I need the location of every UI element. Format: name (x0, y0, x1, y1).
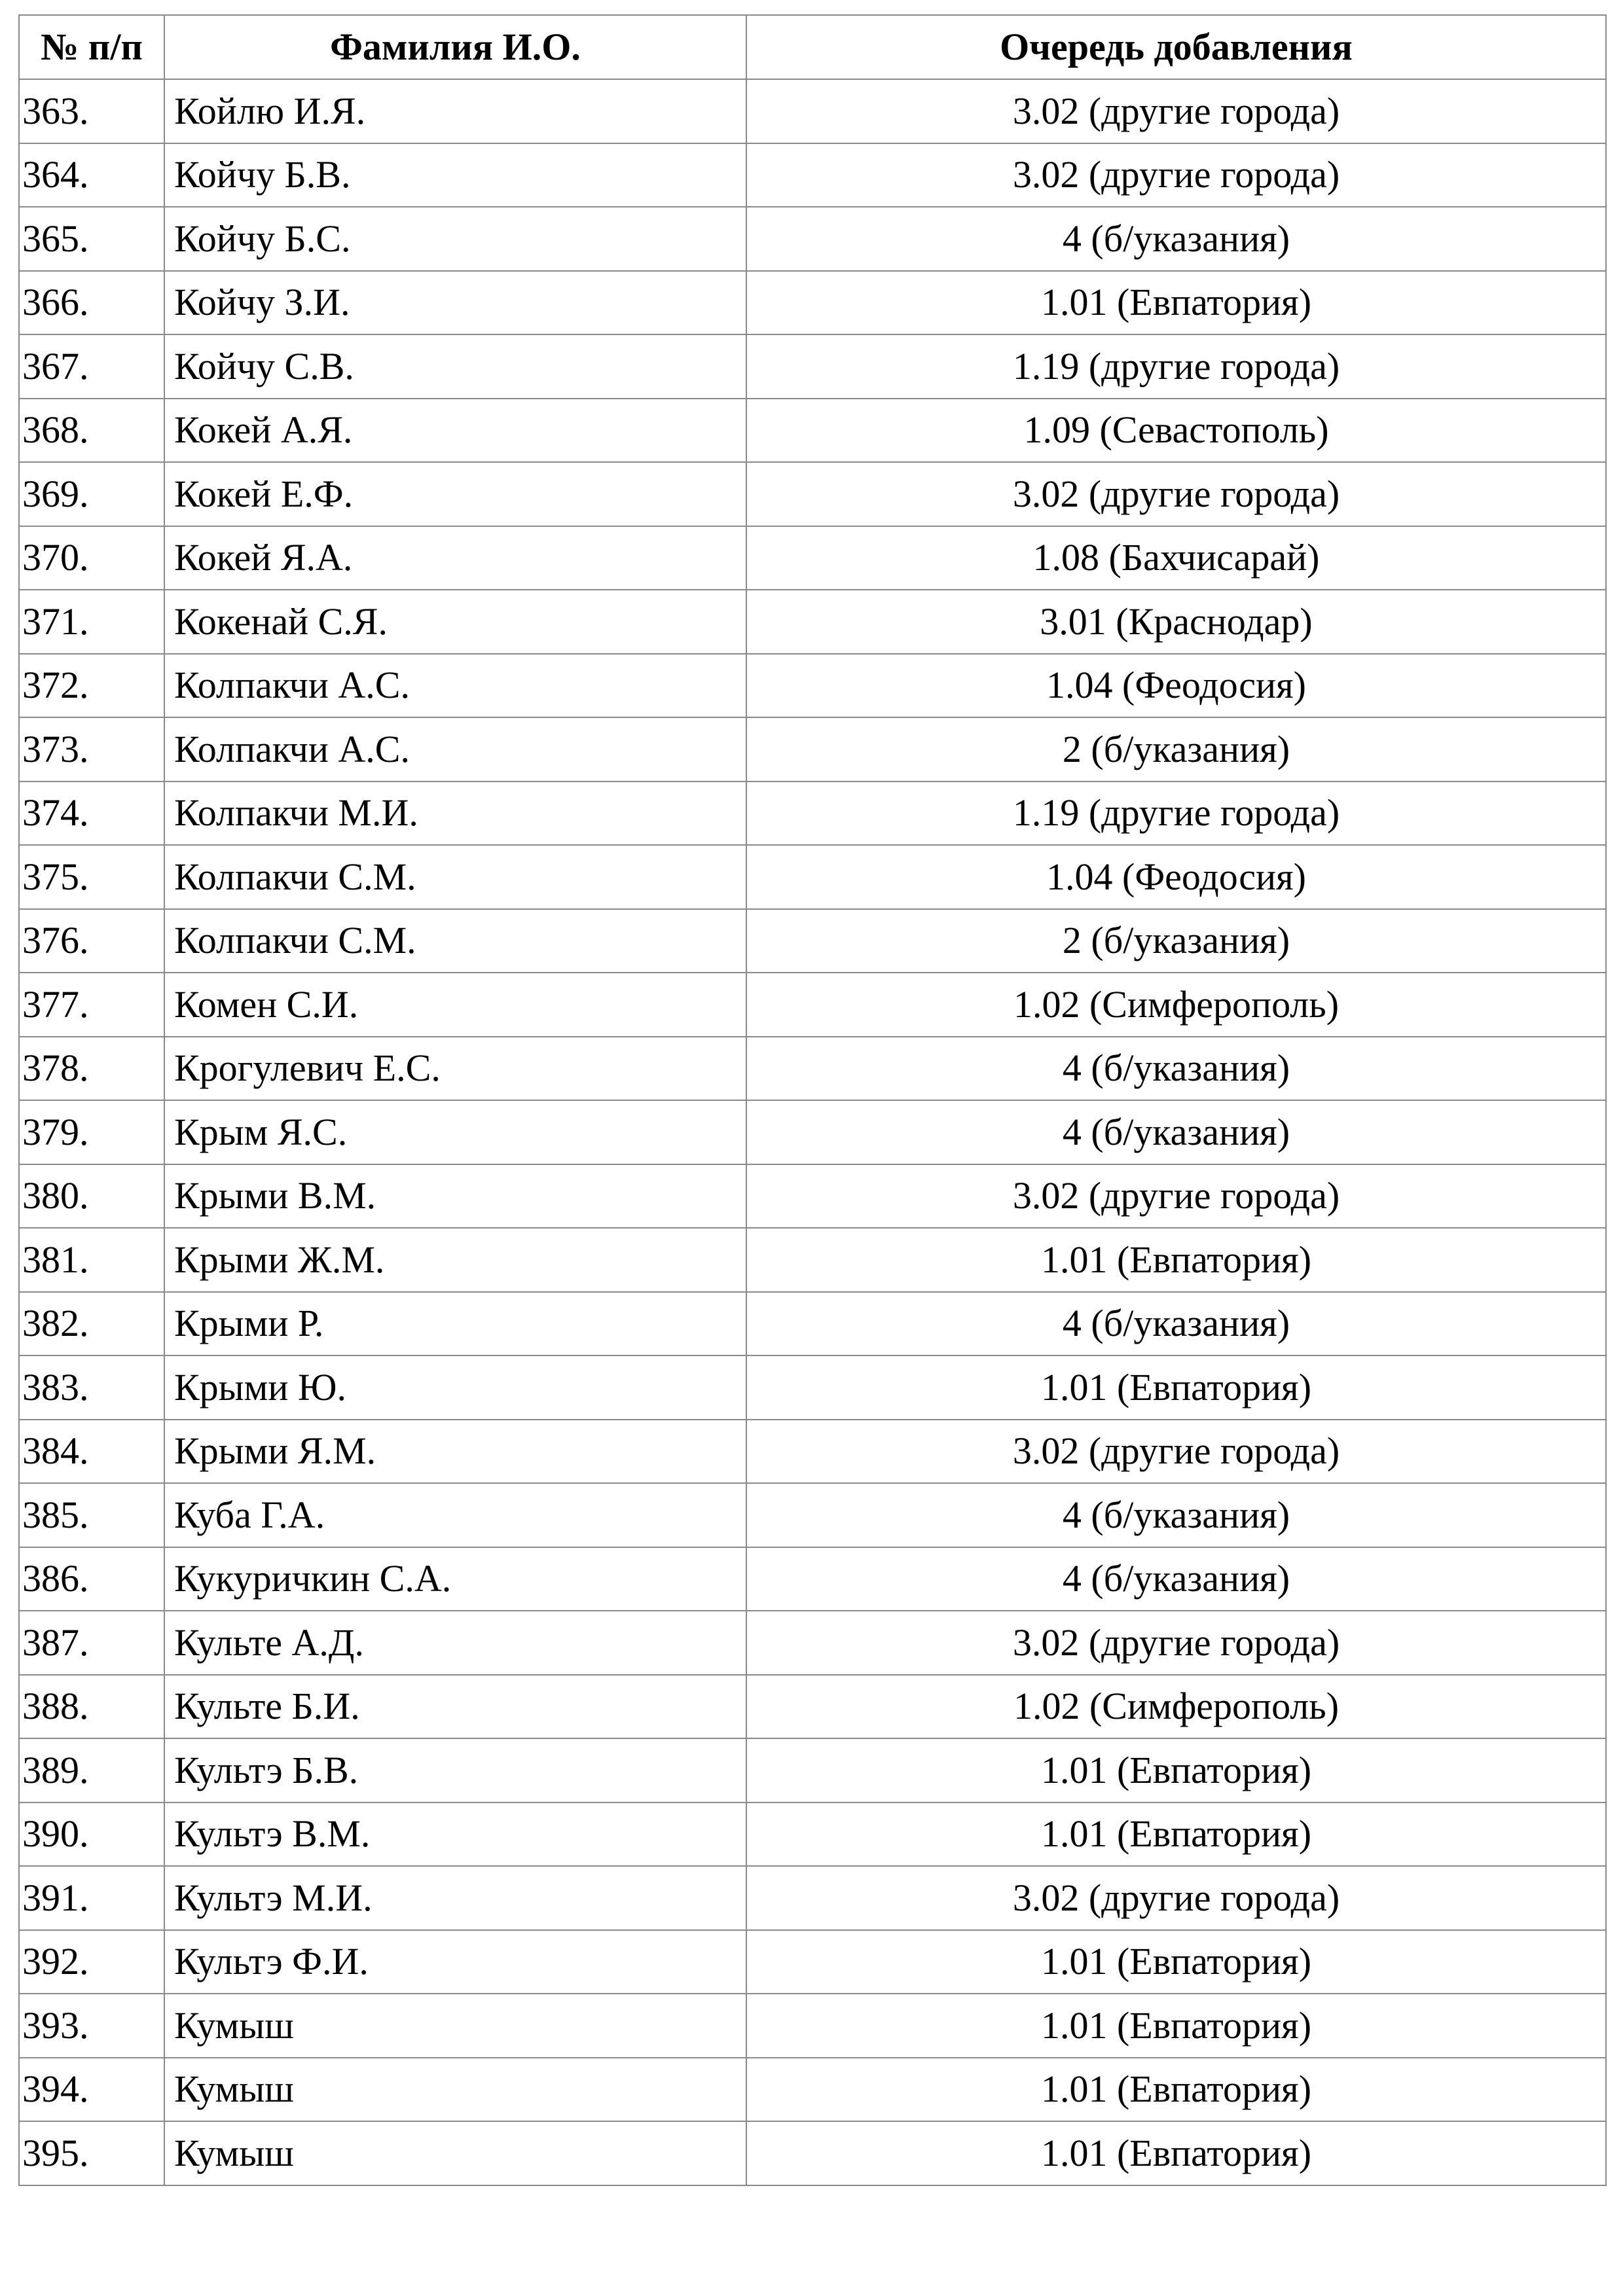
row-number-cell: 394. (19, 2058, 164, 2122)
row-queue-cell: 1.04 (Феодосия) (746, 654, 1606, 718)
row-number-cell: 395. (19, 2121, 164, 2185)
table-row (19, 590, 1606, 654)
table-row (19, 781, 1606, 846)
table-row (19, 1547, 1606, 1611)
row-number-cell: 380. (19, 1164, 164, 1229)
table-row (19, 1100, 1606, 1164)
row-number-cell: 383. (19, 1355, 164, 1420)
row-name-cell: Культэ Ф.И. (164, 1930, 746, 1994)
table-row (19, 143, 1606, 207)
row-queue-cell: 1.01 (Евпатория) (746, 271, 1606, 335)
header-name: Фамилия И.О. (164, 15, 746, 79)
table-row (19, 1930, 1606, 1994)
row-name-cell: Койчу С.В. (164, 334, 746, 399)
table-row (19, 1037, 1606, 1101)
row-number-cell: 374. (19, 781, 164, 846)
row-queue-cell: 3.02 (другие города) (746, 462, 1606, 526)
row-number-cell: 388. (19, 1675, 164, 1739)
row-queue-cell: 4 (б/указания) (746, 1483, 1606, 1547)
row-number-cell: 365. (19, 207, 164, 271)
table-row (19, 1738, 1606, 1803)
row-name-cell: Крым Я.С. (164, 1100, 746, 1164)
row-name-cell: Кукуричкин С.А. (164, 1547, 746, 1611)
table-row (19, 462, 1606, 526)
table-row (19, 2121, 1606, 2185)
table-header-row (19, 15, 1606, 79)
row-name-cell: Кумыш (164, 2058, 746, 2122)
row-queue-cell: 1.01 (Евпатория) (746, 1994, 1606, 2058)
row-queue-cell: 1.01 (Евпатория) (746, 1803, 1606, 1867)
row-number-cell: 378. (19, 1037, 164, 1101)
table-row (19, 654, 1606, 718)
row-name-cell: Кокей Я.А. (164, 526, 746, 590)
row-name-cell: Колпакчи С.М. (164, 909, 746, 973)
row-number-cell: 370. (19, 526, 164, 590)
row-queue-cell: 4 (б/указания) (746, 1100, 1606, 1164)
row-number-cell: 369. (19, 462, 164, 526)
row-name-cell: Койчу Б.В. (164, 143, 746, 207)
row-queue-cell: 3.02 (другие города) (746, 79, 1606, 143)
row-name-cell: Культе А.Д. (164, 1611, 746, 1675)
row-name-cell: Койлю И.Я. (164, 79, 746, 143)
row-queue-cell: 1.01 (Евпатория) (746, 1738, 1606, 1803)
row-queue-cell: 3.02 (другие города) (746, 1420, 1606, 1484)
row-number-cell: 373. (19, 717, 164, 781)
row-queue-cell: 1.08 (Бахчисарай) (746, 526, 1606, 590)
table-row (19, 1292, 1606, 1356)
row-queue-cell: 4 (б/указания) (746, 1292, 1606, 1356)
row-queue-cell: 4 (б/указания) (746, 1547, 1606, 1611)
table-row (19, 1420, 1606, 1484)
row-name-cell: Культэ Б.В. (164, 1738, 746, 1803)
table-row (19, 79, 1606, 143)
row-name-cell: Комен С.И. (164, 973, 746, 1037)
table-row (19, 1866, 1606, 1930)
table-row (19, 1483, 1606, 1547)
row-name-cell: Крыми В.М. (164, 1164, 746, 1229)
row-queue-cell: 1.01 (Евпатория) (746, 1930, 1606, 1994)
row-name-cell: Крогулевич Е.С. (164, 1037, 746, 1101)
row-name-cell: Койчу Б.С. (164, 207, 746, 271)
row-name-cell: Куба Г.А. (164, 1483, 746, 1547)
table-row (19, 1994, 1606, 2058)
row-queue-cell: 1.19 (другие города) (746, 334, 1606, 399)
row-number-cell: 364. (19, 143, 164, 207)
row-queue-cell: 1.02 (Симферополь) (746, 973, 1606, 1037)
row-number-cell: 367. (19, 334, 164, 399)
row-number-cell: 393. (19, 1994, 164, 2058)
row-queue-cell: 3.01 (Краснодар) (746, 590, 1606, 654)
row-number-cell: 381. (19, 1228, 164, 1292)
row-name-cell: Колпакчи А.С. (164, 717, 746, 781)
row-queue-cell: 2 (б/указания) (746, 909, 1606, 973)
table-row (19, 1803, 1606, 1867)
row-name-cell: Кумыш (164, 2121, 746, 2185)
row-name-cell: Крыми Ж.М. (164, 1228, 746, 1292)
row-queue-cell: 4 (б/указания) (746, 207, 1606, 271)
row-queue-cell: 3.02 (другие города) (746, 1164, 1606, 1229)
row-number-cell: 382. (19, 1292, 164, 1356)
row-queue-cell: 1.01 (Евпатория) (746, 1355, 1606, 1420)
header-number: № п/п (19, 15, 164, 79)
row-number-cell: 371. (19, 590, 164, 654)
table-row (19, 334, 1606, 399)
row-name-cell: Кумыш (164, 1994, 746, 2058)
row-name-cell: Кокей Е.Ф. (164, 462, 746, 526)
row-number-cell: 385. (19, 1483, 164, 1547)
row-queue-cell: 2 (б/указания) (746, 717, 1606, 781)
row-queue-cell: 1.04 (Феодосия) (746, 845, 1606, 909)
row-name-cell: Кокей А.Я. (164, 399, 746, 463)
row-name-cell: Крыми Ю. (164, 1355, 746, 1420)
table-row (19, 973, 1606, 1037)
row-name-cell: Культэ В.М. (164, 1803, 746, 1867)
row-number-cell: 377. (19, 973, 164, 1037)
row-queue-cell: 3.02 (другие города) (746, 1866, 1606, 1930)
row-number-cell: 376. (19, 909, 164, 973)
table-row (19, 207, 1606, 271)
table-row (19, 1611, 1606, 1675)
row-name-cell: Культе Б.И. (164, 1675, 746, 1739)
row-number-cell: 372. (19, 654, 164, 718)
table-row (19, 909, 1606, 973)
row-queue-cell: 1.19 (другие города) (746, 781, 1606, 846)
table-row (19, 271, 1606, 335)
row-queue-cell: 3.02 (другие города) (746, 1611, 1606, 1675)
row-number-cell: 387. (19, 1611, 164, 1675)
row-number-cell: 375. (19, 845, 164, 909)
row-number-cell: 386. (19, 1547, 164, 1611)
header-queue: Очередь добавления (746, 15, 1606, 79)
document-page (18, 14, 1605, 2186)
table-row (19, 1675, 1606, 1739)
row-number-cell: 366. (19, 271, 164, 335)
row-number-cell: 389. (19, 1738, 164, 1803)
row-name-cell: Колпакчи С.М. (164, 845, 746, 909)
row-queue-cell: 1.01 (Евпатория) (746, 1228, 1606, 1292)
row-number-cell: 384. (19, 1420, 164, 1484)
table-row (19, 845, 1606, 909)
table-row (19, 1164, 1606, 1229)
row-name-cell: Колпакчи М.И. (164, 781, 746, 846)
row-queue-cell: 1.09 (Севастополь) (746, 399, 1606, 463)
row-name-cell: Крыми Р. (164, 1292, 746, 1356)
table-row (19, 399, 1606, 463)
row-number-cell: 392. (19, 1930, 164, 1994)
row-queue-cell: 1.01 (Евпатория) (746, 2058, 1606, 2122)
registry-table (18, 14, 1607, 2186)
table-row (19, 526, 1606, 590)
row-number-cell: 379. (19, 1100, 164, 1164)
row-queue-cell: 1.01 (Евпатория) (746, 2121, 1606, 2185)
row-number-cell: 390. (19, 1803, 164, 1867)
table-row (19, 1228, 1606, 1292)
table-body (19, 79, 1606, 2185)
table-row (19, 717, 1606, 781)
row-name-cell: Крыми Я.М. (164, 1420, 746, 1484)
row-queue-cell: 3.02 (другие города) (746, 143, 1606, 207)
row-number-cell: 363. (19, 79, 164, 143)
row-number-cell: 368. (19, 399, 164, 463)
row-name-cell: Койчу З.И. (164, 271, 746, 335)
row-number-cell: 391. (19, 1866, 164, 1930)
row-queue-cell: 4 (б/указания) (746, 1037, 1606, 1101)
row-name-cell: Кокенай С.Я. (164, 590, 746, 654)
table-row (19, 2058, 1606, 2122)
row-queue-cell: 1.02 (Симферополь) (746, 1675, 1606, 1739)
table-row (19, 1355, 1606, 1420)
row-name-cell: Колпакчи А.С. (164, 654, 746, 718)
row-name-cell: Культэ М.И. (164, 1866, 746, 1930)
